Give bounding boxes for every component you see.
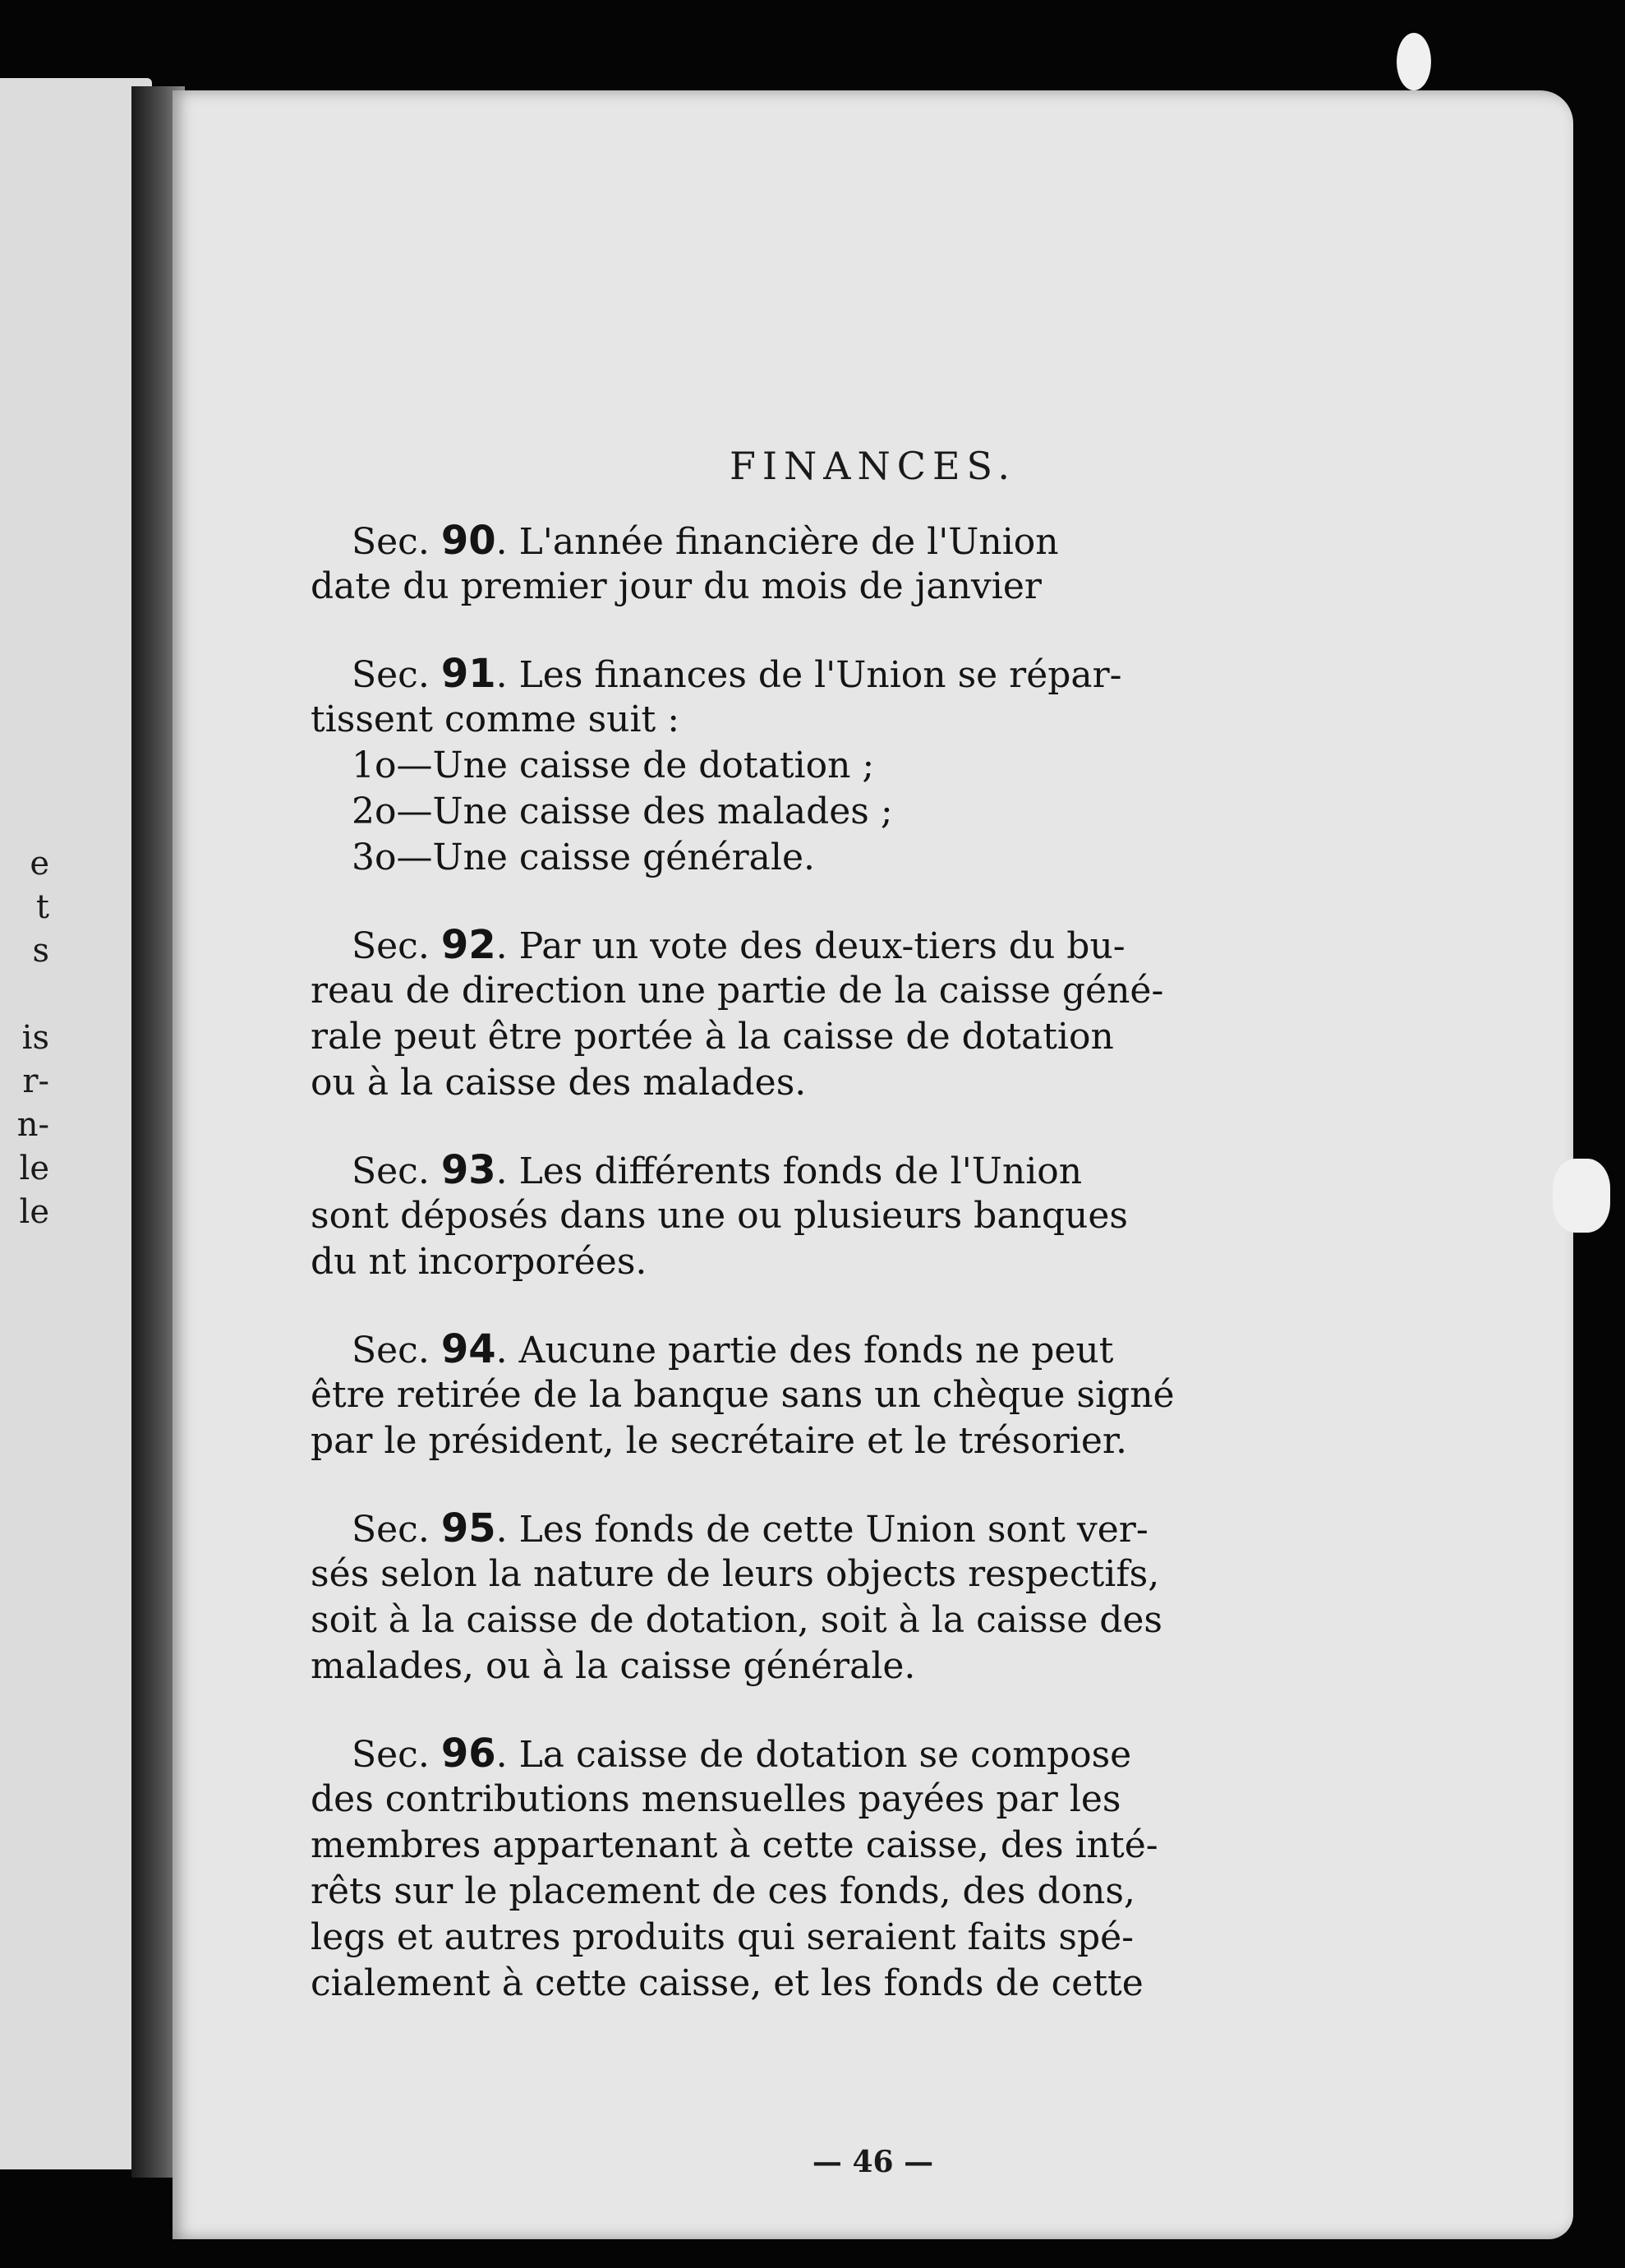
- section-number: 91: [440, 651, 496, 697]
- left-page-margin-text: [0, 842, 49, 1234]
- left-margin-char: r-: [22, 1063, 49, 1100]
- page-body: [311, 518, 1444, 2048]
- left-margin-char: t: [35, 888, 49, 926]
- scan-speck: [1397, 33, 1431, 90]
- page-title: FINANCES.: [729, 444, 1017, 488]
- section-number: 93: [440, 1147, 496, 1193]
- section-94: [311, 1326, 1444, 1464]
- section-text-line: être retirée de la banque sans un chèque signé: [311, 1374, 1175, 1416]
- left-margin-char: e: [30, 845, 49, 883]
- list-item: 3o—Une caisse générale.: [352, 837, 816, 878]
- scan-speck: [1553, 1159, 1610, 1233]
- section-text-line: par le président, le secrétaire et le trésorier.: [311, 1420, 1128, 1462]
- section-text-line: du nt incorporées.: [311, 1241, 647, 1283]
- page: [173, 90, 1573, 2239]
- list-item: 1o—Une caisse de dotation ;: [352, 744, 875, 786]
- section-text: . L'année financière de l'Union: [495, 521, 1059, 563]
- section-90: [311, 518, 1444, 610]
- section-text-line: tissent comme suit :: [311, 698, 680, 740]
- section-prefix: Sec.: [352, 1734, 430, 1776]
- section-text: . Aucune partie des fonds ne peut: [495, 1330, 1114, 1371]
- section-heading-line: [311, 518, 1444, 564]
- section-text-line: legs et autres produits qui seraient faits spé-: [311, 1916, 1135, 1958]
- section-text-line: sés selon la nature de leurs objects respectifs,: [311, 1553, 1160, 1595]
- section-number: 90: [440, 518, 496, 564]
- left-margin-gap: [0, 973, 49, 1016]
- section-96: [311, 1731, 1444, 2007]
- left-margin-char: n-: [16, 1106, 49, 1144]
- left-margin-char: le: [19, 1150, 49, 1187]
- section-heading-line: [311, 1326, 1444, 1372]
- section-heading-line: [311, 1147, 1444, 1193]
- section-93: [311, 1147, 1444, 1285]
- section-text-line: reau de direction une partie de la caisse géné-: [311, 970, 1164, 1012]
- left-margin-char: s: [32, 932, 49, 970]
- section-text: . Les fonds de cette Union sont ver-: [495, 1509, 1149, 1551]
- section-prefix: Sec.: [352, 925, 430, 967]
- section-text: . Les différents fonds de l'Union: [495, 1150, 1083, 1192]
- section-text-line: soit à la caisse de dotation, soit à la caisse des: [311, 1599, 1163, 1641]
- section-text-line: membres appartenant à cette caisse, des inté-: [311, 1824, 1158, 1866]
- section-text-line: rêts sur le placement de ces fonds, des dons,: [311, 1870, 1135, 1912]
- section-text-line: cialement à cette caisse, et les fonds de cette: [311, 1962, 1144, 2004]
- section-text: . La caisse de dotation se compose: [495, 1734, 1132, 1776]
- section-text: . Par un vote des deux-tiers du bu-: [495, 925, 1126, 967]
- section-91: [311, 651, 1444, 881]
- section-text-line: des contributions mensuelles payées par les: [311, 1778, 1121, 1820]
- section-heading-line: [311, 1731, 1444, 1777]
- section-92: [311, 922, 1444, 1106]
- section-number: 96: [440, 1731, 496, 1777]
- section-95: [311, 1505, 1444, 1689]
- section-heading-line: [311, 651, 1444, 697]
- section-number: 95: [440, 1505, 496, 1551]
- section-prefix: Sec.: [352, 521, 430, 563]
- section-number: 94: [440, 1326, 496, 1372]
- section-prefix: Sec.: [352, 1150, 430, 1192]
- section-heading-line: [311, 1505, 1444, 1551]
- section-text-line: ou à la caisse des malades.: [311, 1062, 807, 1104]
- section-prefix: Sec.: [352, 654, 430, 696]
- left-margin-char: is: [21, 1019, 49, 1057]
- section-heading-line: [311, 922, 1444, 968]
- section-prefix: Sec.: [352, 1509, 430, 1551]
- section-text-line: sont déposés dans une ou plusieurs banques: [311, 1195, 1129, 1237]
- section-text-line: rale peut être portée à la caisse de dotation: [311, 1016, 1114, 1058]
- page-number: — 46 —: [812, 2145, 934, 2179]
- section-prefix: Sec.: [352, 1330, 430, 1371]
- section-text-line: date du premier jour du mois de janvier: [311, 565, 1042, 607]
- section-number: 92: [440, 922, 496, 968]
- section-text: . Les finances de l'Union se répar-: [495, 654, 1122, 696]
- section-text-line: malades, ou à la caisse générale.: [311, 1645, 916, 1687]
- list-item: 2o—Une caisse des malades ;: [352, 791, 893, 832]
- left-margin-char: le: [19, 1193, 49, 1231]
- left-facing-page: [0, 78, 152, 2169]
